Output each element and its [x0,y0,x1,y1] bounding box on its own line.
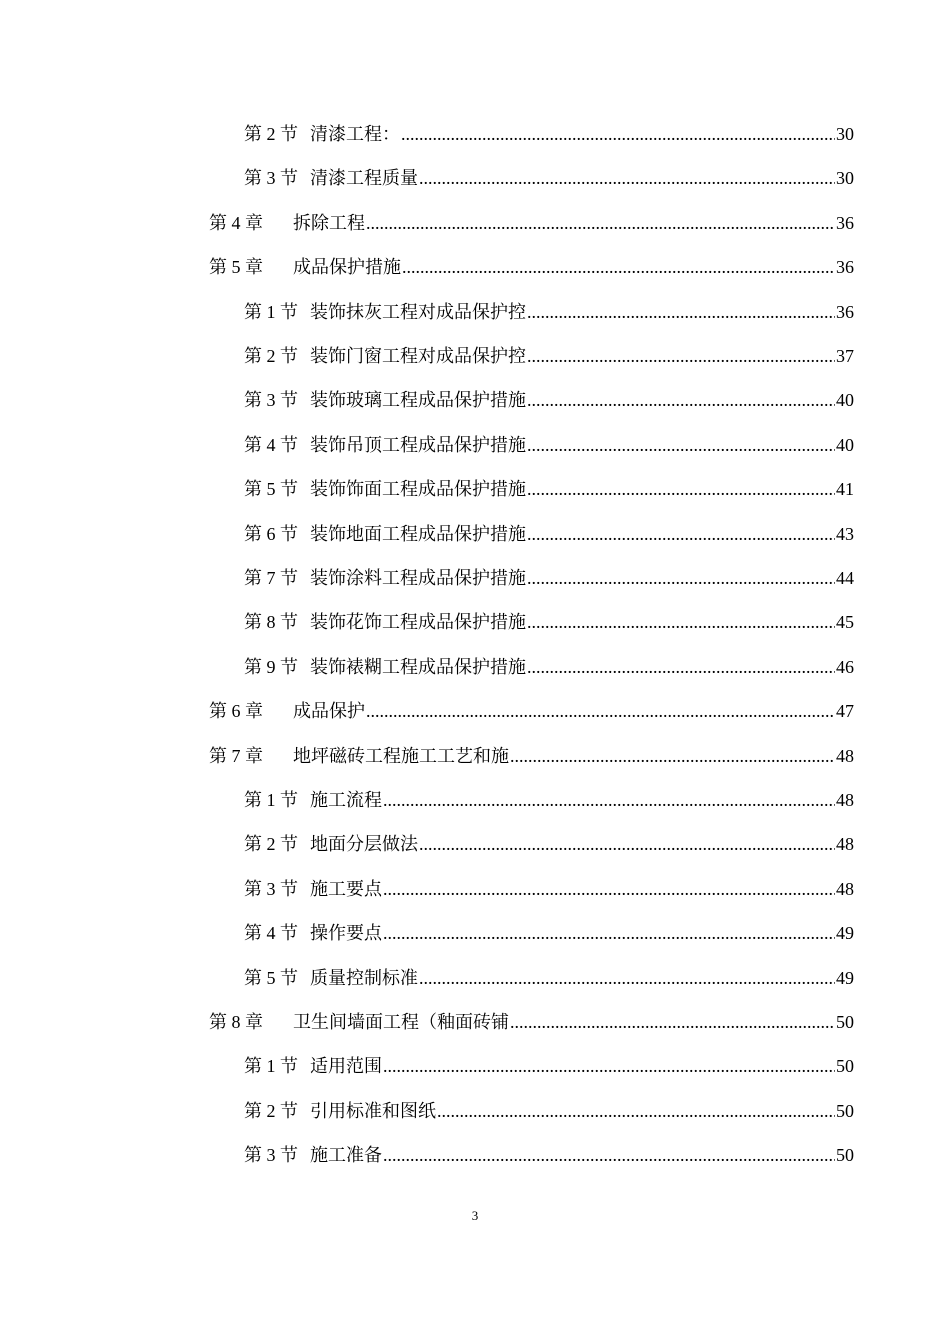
toc-dot-leader [366,699,835,723]
toc-entry-number: 第 8 章 [209,1012,263,1032]
toc-dot-leader [383,1054,835,1078]
toc-dot-leader [401,122,835,146]
toc-entry-page-number: 45 [836,612,854,633]
toc-dot-leader [419,166,835,190]
toc-entry-number: 第 2 节 [244,834,298,855]
toc-section-entry[interactable] [244,1137,854,1167]
toc-entry-page-number: 46 [836,656,854,677]
toc-entry-page-number: 50 [836,1012,854,1032]
toc-entry-title: 操作要点 [310,923,382,944]
toc-dot-leader [419,966,835,990]
toc-entry-page-number: 30 [836,124,854,144]
toc-entry-page-number: 48 [836,834,854,855]
toc-entry-title: 清漆工程质量 [310,168,418,189]
toc-entry-title: 适用范围 [310,1056,382,1077]
toc-dot-leader [527,566,835,590]
toc-entry-number: 第 9 节 [244,656,298,677]
toc-chapter-entry[interactable] [209,1004,854,1034]
toc-entry-title: 施工要点 [310,878,382,899]
toc-section-entry[interactable] [244,560,854,590]
toc-dot-leader [383,788,835,812]
toc-entry-title: 卫生间墙面工程（釉面砖铺 [293,1012,509,1032]
toc-entry-title: 装饰饰面工程成品保护措施 [310,479,526,500]
toc-entry-number: 第 4 章 [209,212,263,233]
toc-entry-number: 第 2 节 [244,124,298,144]
toc-entry-page-number: 44 [836,568,854,588]
toc-entry-page-number: 48 [836,790,854,810]
toc-chapter-entry[interactable] [209,205,854,235]
toc-entry-number: 第 8 节 [244,612,298,633]
toc-entry-title: 装饰门窗工程对成品保护控 [310,346,526,366]
toc-dot-leader [510,744,835,768]
toc-entry-number: 第 1 节 [244,301,298,322]
toc-entry-title: 装饰玻璃工程成品保护措施 [310,390,526,411]
toc-entry-number: 第 7 章 [209,745,263,766]
toc-entry-page-number: 43 [836,523,854,544]
toc-dot-leader [510,1010,835,1034]
toc-entry-title: 成品保护措施 [293,257,401,278]
toc-dot-leader [527,610,835,634]
toc-section-entry[interactable] [244,382,854,412]
page-number-footer: 3 [471,1208,479,1223]
toc-entry-page-number: 50 [836,1100,854,1121]
toc-entry-title: 成品保护 [293,701,365,722]
toc-entry-number: 第 6 节 [244,523,298,544]
toc-section-entry[interactable] [244,427,854,457]
toc-entry-title: 地坪磁砖工程施工工艺和施 [293,745,509,766]
toc-entry-title: 拆除工程 [293,212,365,233]
toc-section-entry[interactable] [244,1093,854,1123]
toc-entry-number: 第 2 节 [244,346,298,366]
toc-section-entry[interactable] [244,826,854,856]
toc-entry-title: 地面分层做法 [310,834,418,855]
toc-dot-leader [437,1099,835,1123]
toc-dot-leader [383,1143,835,1167]
toc-entry-page-number: 50 [836,1056,854,1077]
toc-dot-leader [383,877,835,901]
toc-entry-page-number: 49 [836,923,854,944]
toc-entry-title: 质量控制标准 [310,967,418,988]
toc-entry-number: 第 6 章 [209,701,263,722]
toc-section-entry[interactable] [244,160,854,190]
toc-entry-number: 第 3 节 [244,168,298,189]
toc-entry-number: 第 3 节 [244,1145,298,1166]
toc-entry-number: 第 2 节 [244,1100,298,1121]
toc-entry-title: 装饰抹灰工程对成品保护控 [310,301,526,322]
toc-entry-number: 第 7 节 [244,568,298,588]
toc-section-entry[interactable] [244,516,854,546]
toc-entry-page-number: 36 [836,257,854,278]
toc-entry-page-number: 37 [836,346,854,366]
toc-entry-number: 第 3 节 [244,878,298,899]
toc-chapter-entry[interactable] [209,249,854,279]
toc-entry-title: 清漆工程： [310,124,400,144]
toc-entry-number: 第 1 节 [244,790,298,810]
toc-entry-number: 第 3 节 [244,390,298,411]
toc-dot-leader [366,211,835,235]
toc-section-entry[interactable] [244,471,854,501]
toc-dot-leader [527,388,835,412]
toc-entry-title: 施工流程 [310,790,382,810]
toc-entry-page-number: 49 [836,967,854,988]
toc-section-entry[interactable] [244,604,854,634]
toc-entry-page-number: 36 [836,301,854,322]
toc-dot-leader [527,655,835,679]
toc-section-entry[interactable] [244,960,854,990]
toc-entry-title: 施工准备 [310,1145,382,1166]
toc-entry-page-number: 30 [836,168,854,189]
toc-section-entry[interactable] [244,294,854,324]
toc-dot-leader [527,522,835,546]
toc-dot-leader [527,433,835,457]
toc-dot-leader [402,255,835,279]
toc-section-entry[interactable] [244,649,854,679]
toc-entry-number: 第 4 节 [244,923,298,944]
toc-entry-title: 装饰花饰工程成品保护措施 [310,612,526,633]
toc-dot-leader [419,832,835,856]
toc-entry-title: 装饰地面工程成品保护措施 [310,523,526,544]
toc-dot-leader [527,477,835,501]
toc-section-entry[interactable] [244,915,854,945]
toc-entry-page-number: 50 [836,1145,854,1166]
toc-entry-title: 装饰涂料工程成品保护措施 [310,568,526,588]
toc-entry-number: 第 5 章 [209,257,263,278]
toc-chapter-entry[interactable] [209,693,854,723]
toc-entry-page-number: 41 [836,479,854,500]
toc-entry-title: 装饰吊顶工程成品保护措施 [310,434,526,455]
toc-dot-leader [527,300,835,324]
toc-entry-page-number: 48 [836,878,854,899]
toc-section-entry[interactable] [244,1048,854,1078]
toc-entry-title: 装饰裱糊工程成品保护措施 [310,656,526,677]
toc-entry-page-number: 48 [836,745,854,766]
toc-chapter-entry[interactable] [209,738,854,768]
toc-entry-title: 引用标准和图纸 [310,1100,436,1121]
toc-section-entry[interactable] [244,338,854,368]
toc-entry-page-number: 36 [836,212,854,233]
toc-entry-page-number: 40 [836,434,854,455]
toc-entry-number: 第 5 节 [244,479,298,500]
toc-entry-number: 第 5 节 [244,967,298,988]
toc-section-entry[interactable] [244,871,854,901]
toc-entry-number: 第 4 节 [244,434,298,455]
toc-section-entry[interactable] [244,116,854,146]
toc-dot-leader [527,344,835,368]
toc-dot-leader [383,921,835,945]
toc-entry-number: 第 1 节 [244,1056,298,1077]
toc-entry-page-number: 47 [836,701,854,722]
toc-section-entry[interactable] [244,782,854,812]
toc-entry-page-number: 40 [836,390,854,411]
